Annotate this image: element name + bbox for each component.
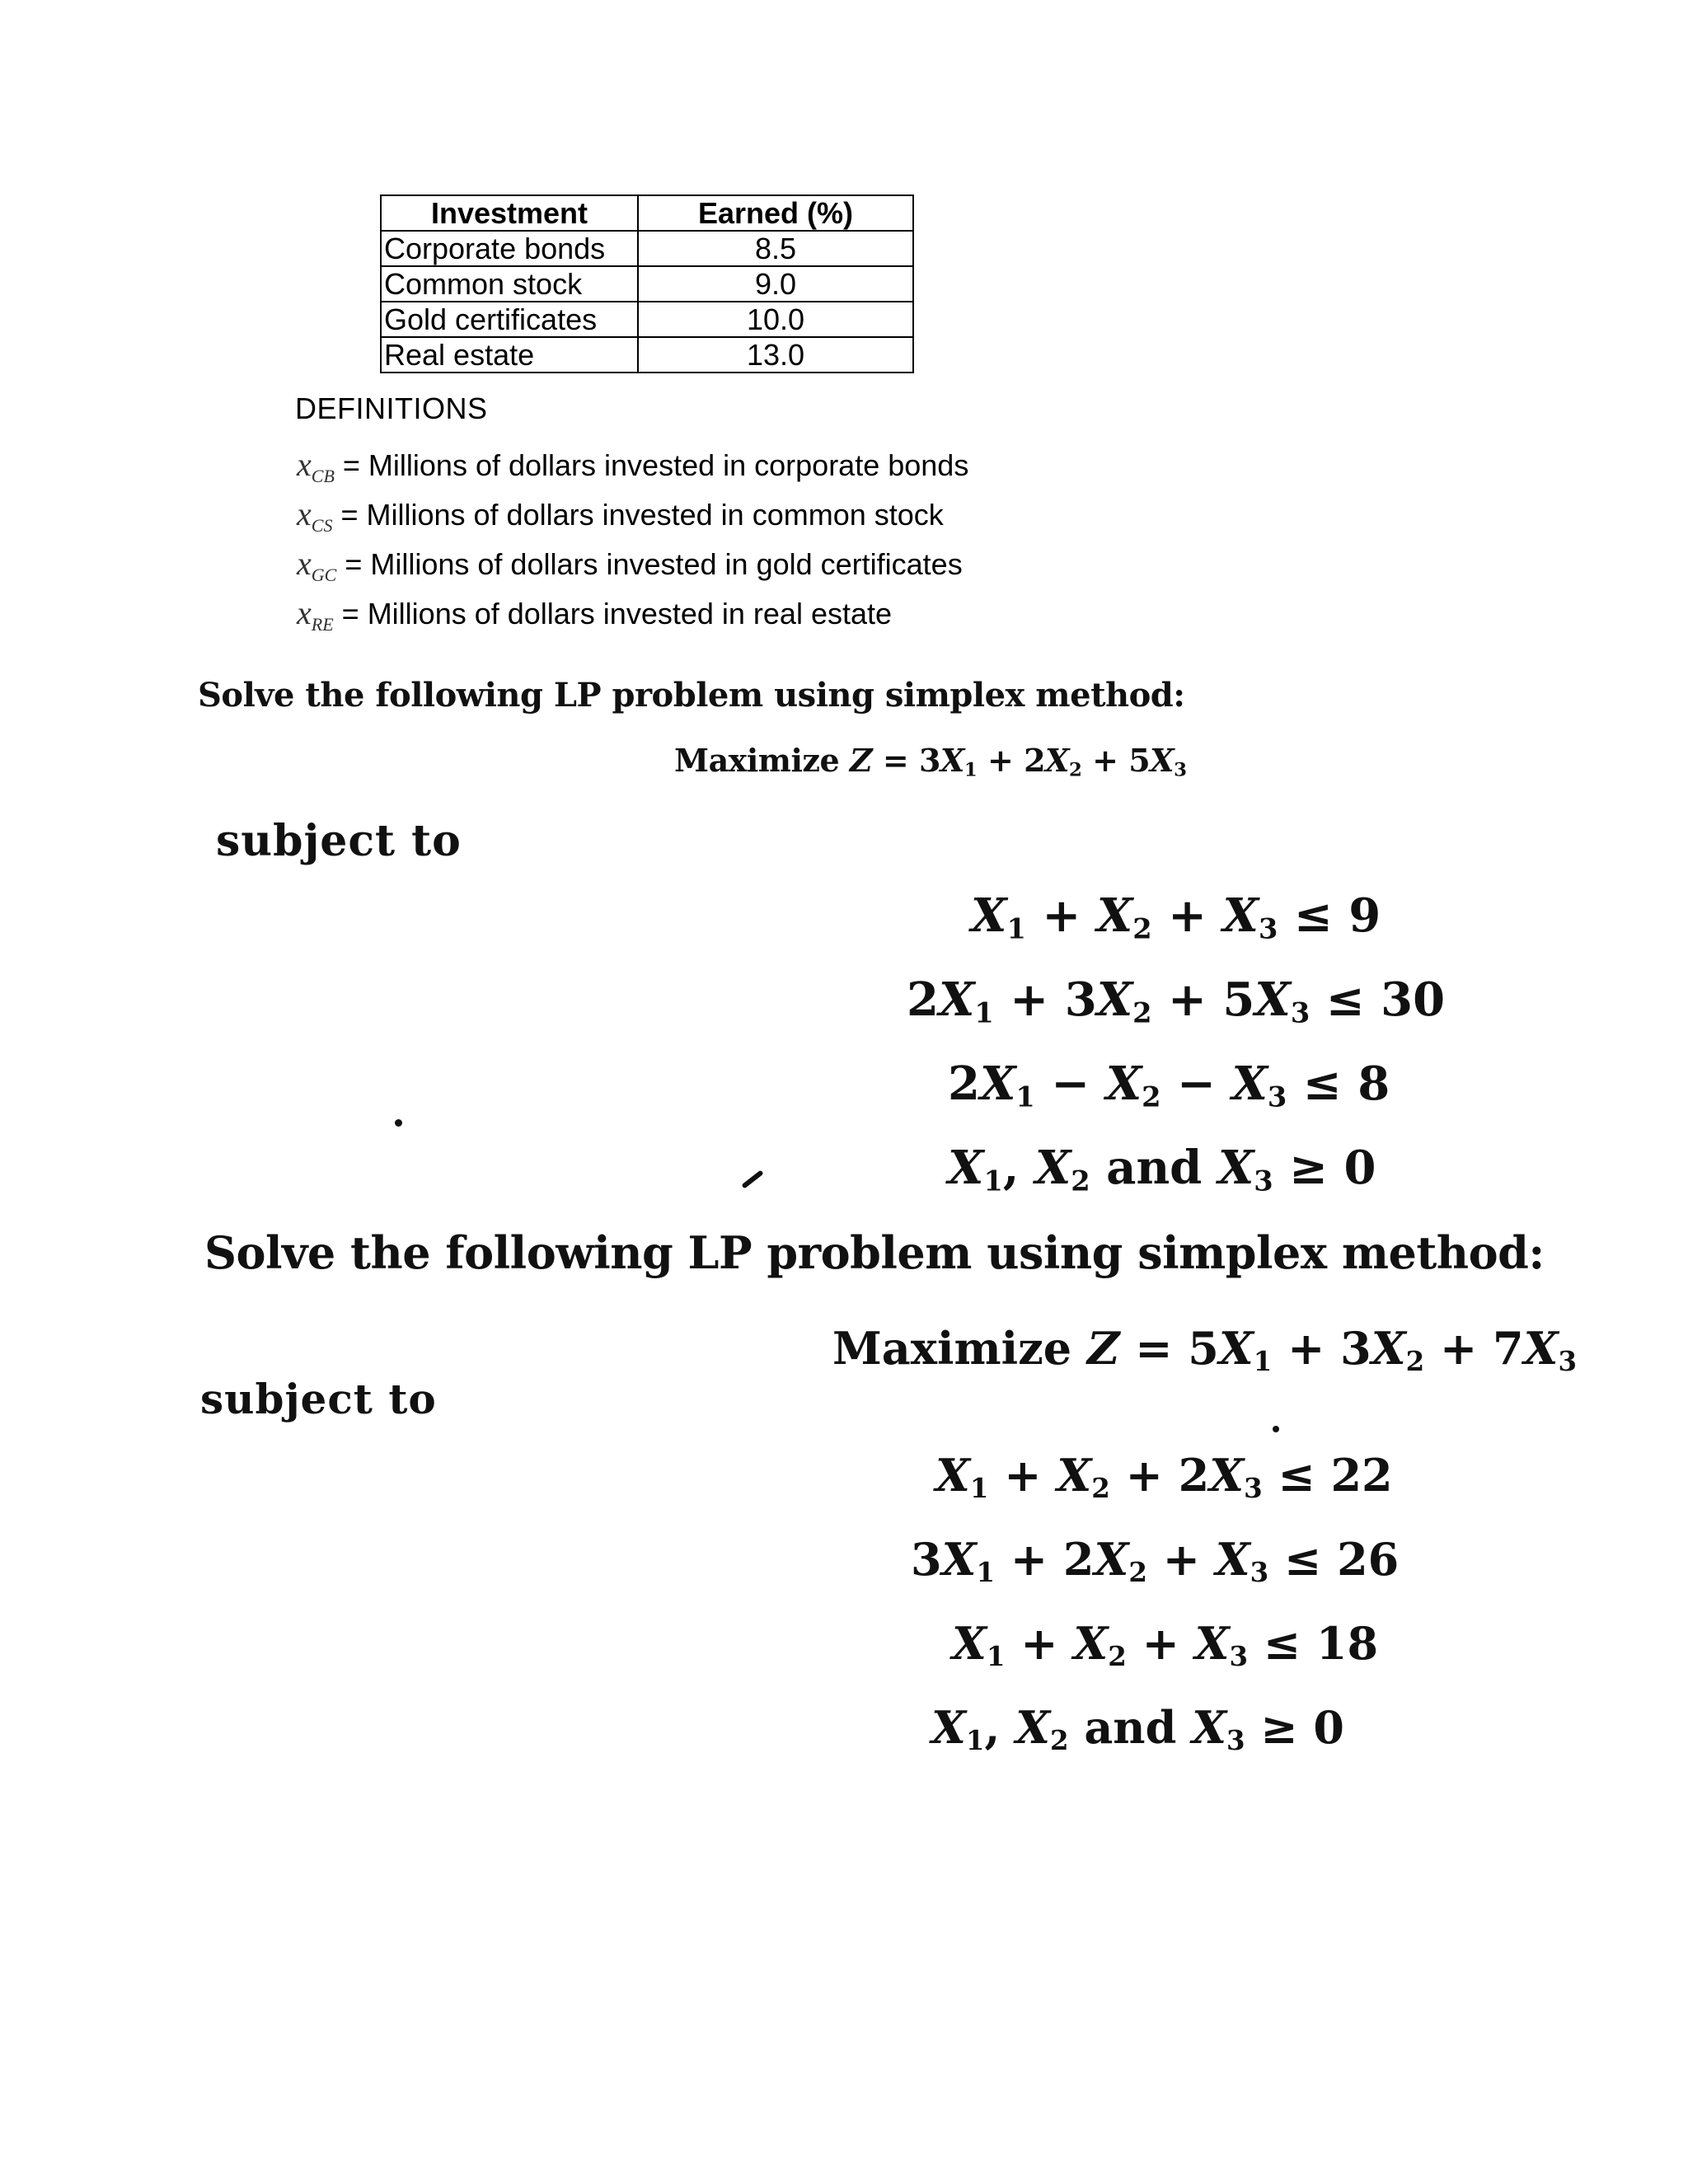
column-header-earned: Earned (%)	[638, 195, 913, 231]
scan-tick-mark	[741, 1169, 763, 1188]
definition-text: = Millions of dollars invested in corporate bonds	[342, 448, 969, 482]
definition-row	[297, 496, 944, 544]
variable-symbol: $x_{CS}$	[297, 495, 333, 536]
problem2-nonnegativity: $X_1$, $X_2$ and $X_3 \ge 0$	[931, 1701, 1344, 1757]
problem2-objective: Maximize $Z = 5X_1 + 3X_2 + 7X_3$	[832, 1322, 1578, 1378]
variable-symbol: $x_{GC}$	[297, 545, 337, 585]
earned-value: 13.0	[638, 337, 913, 373]
definitions-heading: DEFINITIONS	[295, 391, 488, 425]
investment-name: Gold certificates	[381, 302, 638, 337]
definition-text: = Millions of dollars invested in real estate	[341, 597, 893, 630]
table-header-row	[381, 195, 913, 231]
problem2-constraint: $X_1 + X_2 + X_3 \le 18$	[952, 1617, 1379, 1673]
problem1-subject-to: subject to	[216, 816, 462, 866]
table-row	[381, 266, 913, 302]
variable-symbol: $x_{RE}$	[297, 594, 334, 635]
problem1-constraint: $X_1 + X_2 + X_3 \le 9$	[971, 888, 1381, 945]
problem1-constraint: $2X_1 + 3X_2 + 5X_3 \le 30$	[907, 972, 1446, 1029]
problem1-title: Solve the following LP problem using simplex method:	[198, 676, 1185, 715]
problem1-nonnegativity: $X_1$, $X_2$ and $X_3 \ge 0$	[948, 1141, 1376, 1197]
scan-speck	[1273, 1426, 1279, 1432]
definition-row	[297, 447, 968, 494]
earned-value: 10.0	[638, 302, 913, 337]
definition-text: = Millions of dollars invested in gold certificates	[345, 547, 963, 581]
problem2-constraint: $X_1 + X_2 + 2X_3 \le 22$	[935, 1449, 1393, 1505]
table-row	[381, 337, 913, 373]
table-row	[381, 231, 913, 266]
problem2-constraint: $3X_1 + 2X_2 + X_3 \le 26$	[911, 1533, 1400, 1589]
investment-name: Common stock	[381, 266, 638, 302]
problem1-constraint: $2X_1 - X_2 - X_3 \le 8$	[948, 1057, 1390, 1113]
definition-row	[297, 546, 963, 593]
problem2-subject-to: subject to	[200, 1375, 437, 1423]
earned-value: 8.5	[638, 231, 913, 266]
problem2-title: Solve the following LP problem using simplex method:	[204, 1226, 1545, 1279]
investment-name: Corporate bonds	[381, 231, 638, 266]
scan-speck	[395, 1119, 402, 1127]
problem1-objective: Maximize $Z = 3X_1 + 2X_2 + 5X_3$	[674, 742, 1187, 781]
variable-symbol: $x_{CB}$	[297, 446, 335, 486]
investment-table	[380, 194, 914, 373]
column-header-investment: Investment	[381, 195, 638, 231]
definition-row	[297, 595, 892, 643]
table-row	[381, 302, 913, 337]
definition-text: = Millions of dollars invested in common stock	[340, 498, 944, 532]
investment-name: Real estate	[381, 337, 638, 373]
earned-value: 9.0	[638, 266, 913, 302]
